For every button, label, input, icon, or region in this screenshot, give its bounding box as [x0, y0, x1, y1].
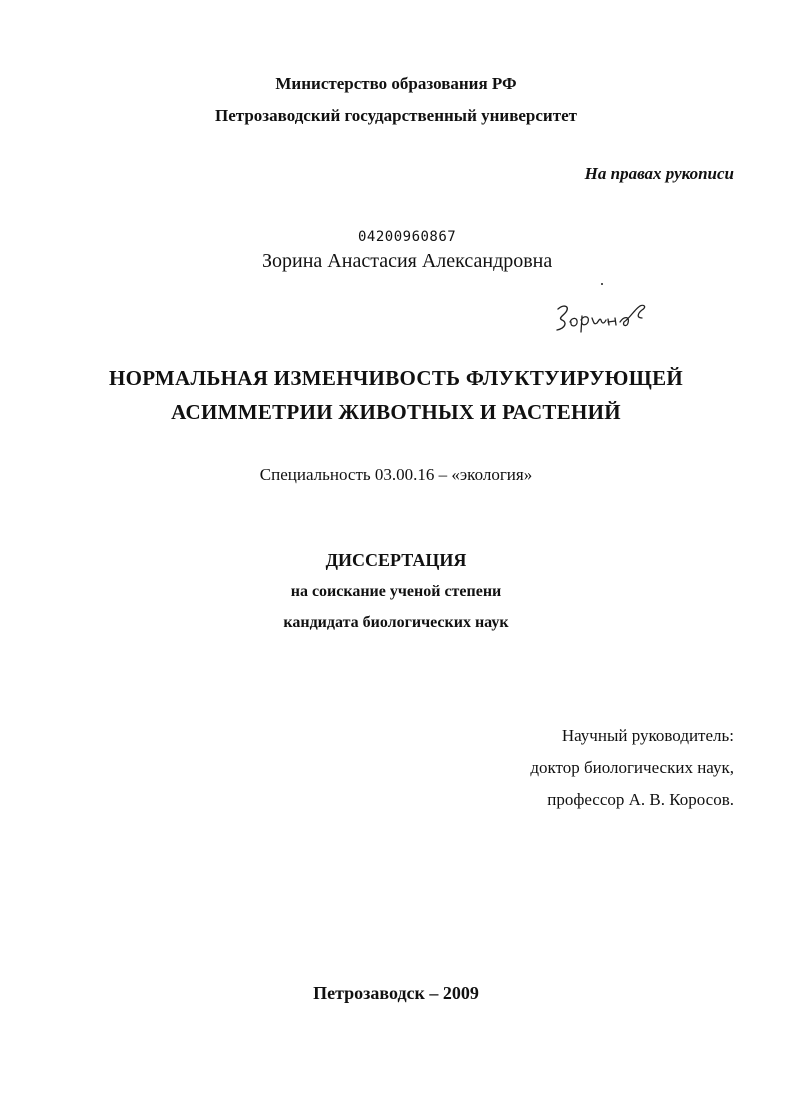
author-signature	[552, 296, 652, 336]
ministry-line: Министерство образования РФ	[275, 74, 517, 93]
dissertation-heading: ДИССЕРТАЦИЯ	[325, 550, 467, 570]
degree-purpose-line: на соискание ученой степени	[290, 583, 502, 600]
dissertation-title-line-2: АСИММЕТРИИ ЖИВОТНЫХ И РАСТЕНИЙ	[171, 400, 621, 424]
supervisor-degree: доктор биологических наук,	[530, 758, 734, 777]
city-year: Петрозаводск – 2009	[313, 983, 479, 1003]
specialty-line: Специальность 03.00.16 – «экология»	[259, 465, 533, 484]
university-line: Петрозаводский государственный университет	[215, 106, 577, 125]
supervisor-name: профессор А. В. Коросов.	[547, 790, 734, 809]
ink-dot	[601, 283, 603, 285]
catalog-number: 04200960867	[358, 229, 457, 245]
supervisor-label: Научный руководитель:	[561, 726, 734, 745]
dissertation-title-line-1: НОРМАЛЬНАЯ ИЗМЕНЧИВОСТЬ ФЛУКТУИРУЮЩЕЙ	[108, 366, 684, 390]
manuscript-note: На правах рукописи	[584, 164, 734, 183]
degree-name-line: кандидата биологических наук	[283, 614, 509, 631]
author-name: Зорина Анастасия Александровна	[262, 250, 553, 272]
